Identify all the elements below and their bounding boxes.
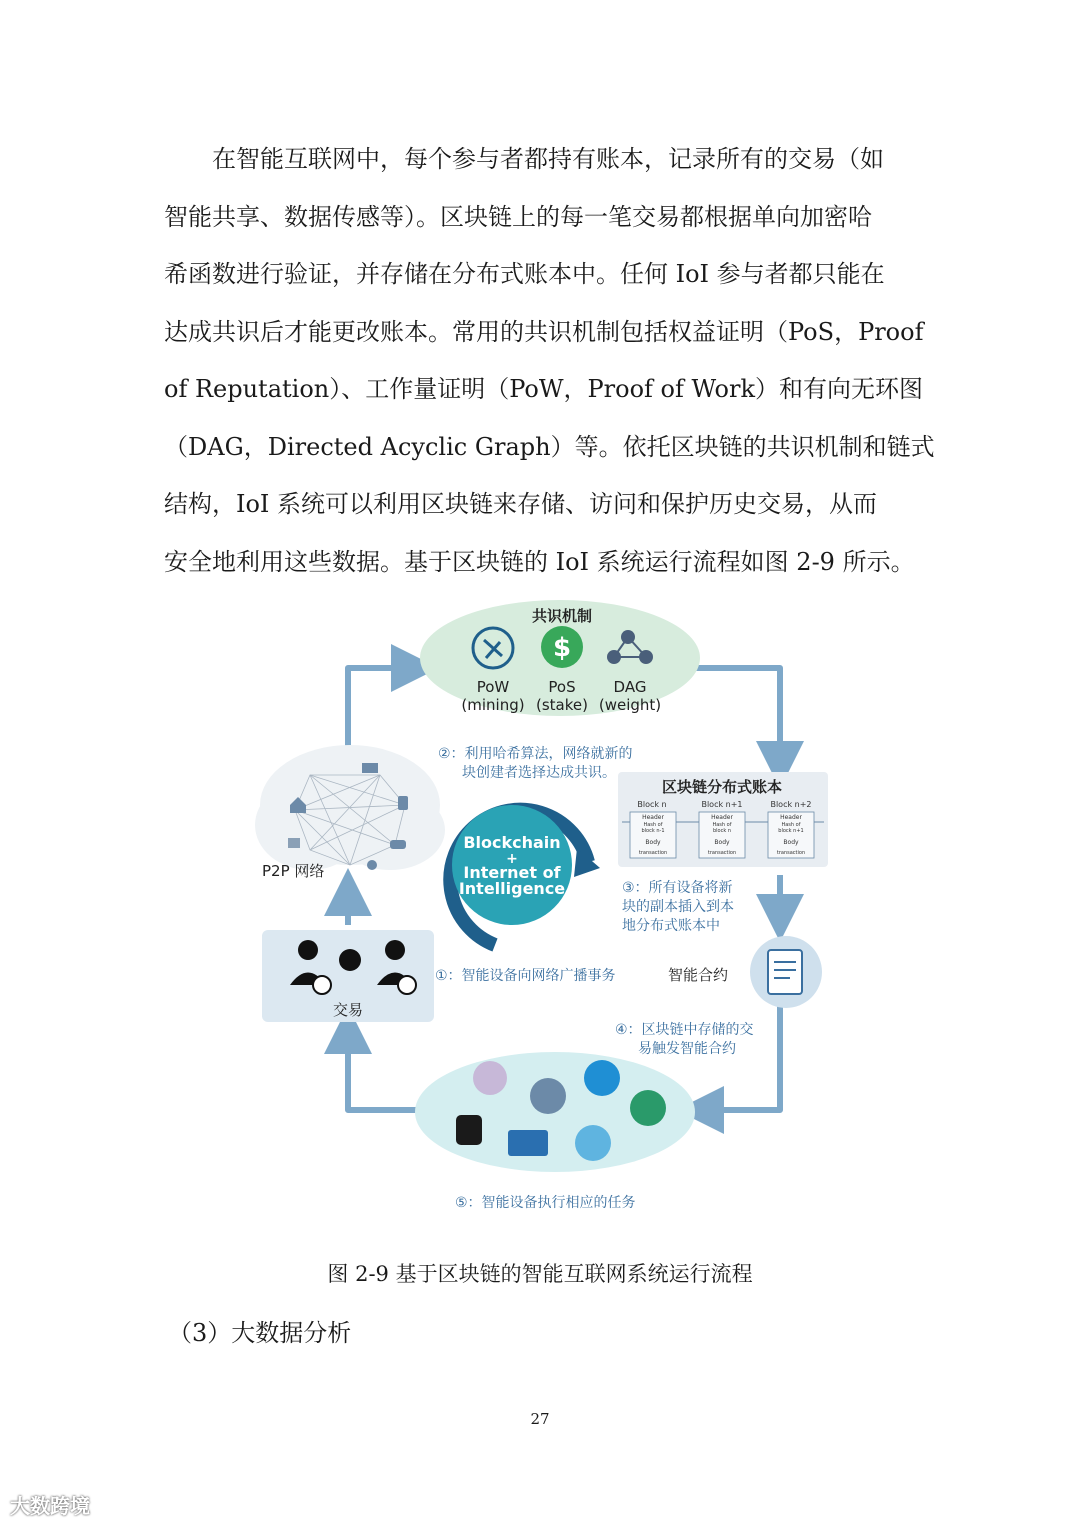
step5: ⑤：智能设备执行相应的任务 <box>455 1195 636 1211</box>
svg-text:block n-1: block n-1 <box>641 828 665 834</box>
step2-line1: ②：利用哈希算法，网络就新的 <box>438 746 633 762</box>
svg-text:Block n: Block n <box>637 800 667 809</box>
svg-text:Block n+1: Block n+1 <box>701 800 743 809</box>
paragraph-line: 达成共识后才能更改账本。常用的共识机制包括权益证明（PoS，Proof <box>164 317 924 346</box>
p2p-network <box>255 745 445 880</box>
svg-text:Header: Header <box>642 814 664 821</box>
svg-text:Hash of: Hash of <box>643 822 663 828</box>
dag-sub: (weight) <box>598 696 662 714</box>
arrow-devices-to-trade <box>348 1030 420 1110</box>
trade-box <box>262 930 434 1022</box>
trade-label: 交易 <box>332 1001 364 1019</box>
svg-text:Header: Header <box>780 814 802 821</box>
arrow-consensus-to-ledger <box>695 668 780 765</box>
step3-line3: 地分布式账本中 <box>622 918 720 934</box>
figure-caption: 图 2-9 基于区块链的智能互联网系统运行流程 <box>327 1262 753 1286</box>
block-2 <box>768 800 814 858</box>
ledger-title: 区块链分布式账本 <box>661 778 783 796</box>
devices-group <box>415 1052 695 1172</box>
pow-label: PoW <box>476 678 510 696</box>
svg-text:$: $ <box>552 633 572 663</box>
svg-text:Body: Body <box>783 839 799 846</box>
step4-line1: ④：区块链中存储的交 <box>615 1022 754 1038</box>
ledger-box <box>618 772 828 867</box>
center-line3: Internet of <box>463 863 561 882</box>
svg-text:transaction: transaction <box>707 850 737 856</box>
car-icon <box>390 840 406 849</box>
truck-icon <box>362 763 378 773</box>
svg-text:Hash of: Hash of <box>781 822 801 828</box>
camera-icon <box>288 838 300 848</box>
step4-line2: 易触发智能合约 <box>638 1041 736 1057</box>
coin-icon <box>398 976 416 994</box>
coin-icon <box>313 976 331 994</box>
svg-text:Hash of: Hash of <box>712 822 732 828</box>
graduation-cap-icon <box>575 1125 611 1161</box>
smartwatch-icon <box>456 1115 482 1145</box>
arrow-p2p-to-consensus <box>348 668 415 750</box>
page-number: 27 <box>530 1410 550 1428</box>
center-line2: + <box>506 851 518 867</box>
car-icon <box>530 1078 566 1114</box>
step3-line2: 块的副本插入到本 <box>622 899 734 915</box>
svg-text:block n+1: block n+1 <box>778 828 804 834</box>
person-icon <box>367 860 377 870</box>
pulse-monitor-icon <box>508 1130 548 1156</box>
paragraph-line: 智能共享、数据传感等）。区块链上的每一笔交易都根据单向加密哈 <box>164 202 872 231</box>
p2p-label: P2P 网络 <box>262 862 325 880</box>
center-cycle <box>450 805 600 945</box>
svg-text:Body: Body <box>714 839 730 846</box>
iot-blockchain-diagram <box>250 600 850 1220</box>
center-line1: Blockchain <box>463 833 561 852</box>
section-heading: （3）大数据分析 <box>168 1319 352 1347</box>
svg-text:block n: block n <box>712 828 732 834</box>
block-1 <box>699 800 745 858</box>
phone-icon <box>630 1090 666 1126</box>
camera-icon <box>584 1060 620 1096</box>
center-line4: Intelligence <box>458 879 566 898</box>
step1: ①：智能设备向网络广播事务 <box>435 968 616 984</box>
document-icon <box>750 936 822 1008</box>
exchange-icon <box>339 949 361 971</box>
robot-icon <box>473 1061 507 1095</box>
body-paragraph <box>164 131 935 591</box>
paragraph-line: 结构，IoI 系统可以利用区块链来存储、访问和保护历史交易，从而 <box>164 490 878 518</box>
consensus-title: 共识机制 <box>531 607 593 625</box>
paragraph-line: 安全地利用这些数据。基于区块链的 IoI 系统运行流程如图 2-9 所示。 <box>164 547 915 576</box>
paragraph-line: of Reputation）、工作量证明（PoW，Proof of Work）和有向无环图 <box>164 375 924 403</box>
phone-icon <box>398 796 408 810</box>
pos-sub: (stake) <box>536 696 588 714</box>
step2-line2: 块创建者选择达成共识。 <box>462 765 616 781</box>
pow-sub: (mining) <box>461 696 525 714</box>
pos-label: PoS <box>548 678 576 696</box>
svg-text:Block n+2: Block n+2 <box>770 800 812 809</box>
svg-text:Body: Body <box>645 839 661 846</box>
consensus-group <box>420 600 700 716</box>
watermark-logo: 大数跨境 <box>10 1494 90 1518</box>
svg-text:transaction: transaction <box>776 850 806 856</box>
step3-line1: ③：所有设备将新 <box>622 880 733 896</box>
paragraph-line: （DAG，Directed Acyclic Graph）等。依托区块链的共识机制和链式 <box>164 432 935 461</box>
dag-label: DAG <box>613 678 647 696</box>
paragraph-line: 在智能互联网中，每个参与者都持有账本，记录所有的交易（如 <box>164 145 884 173</box>
svg-text:transaction: transaction <box>638 850 668 856</box>
paragraph-line: 希函数进行验证，并存储在分布式账本中。任何 IoI 参与者都只能在 <box>164 260 885 288</box>
contract-label: 智能合约 <box>668 966 729 984</box>
dollar-coin-icon <box>541 626 583 668</box>
svg-text:Header: Header <box>711 814 733 821</box>
